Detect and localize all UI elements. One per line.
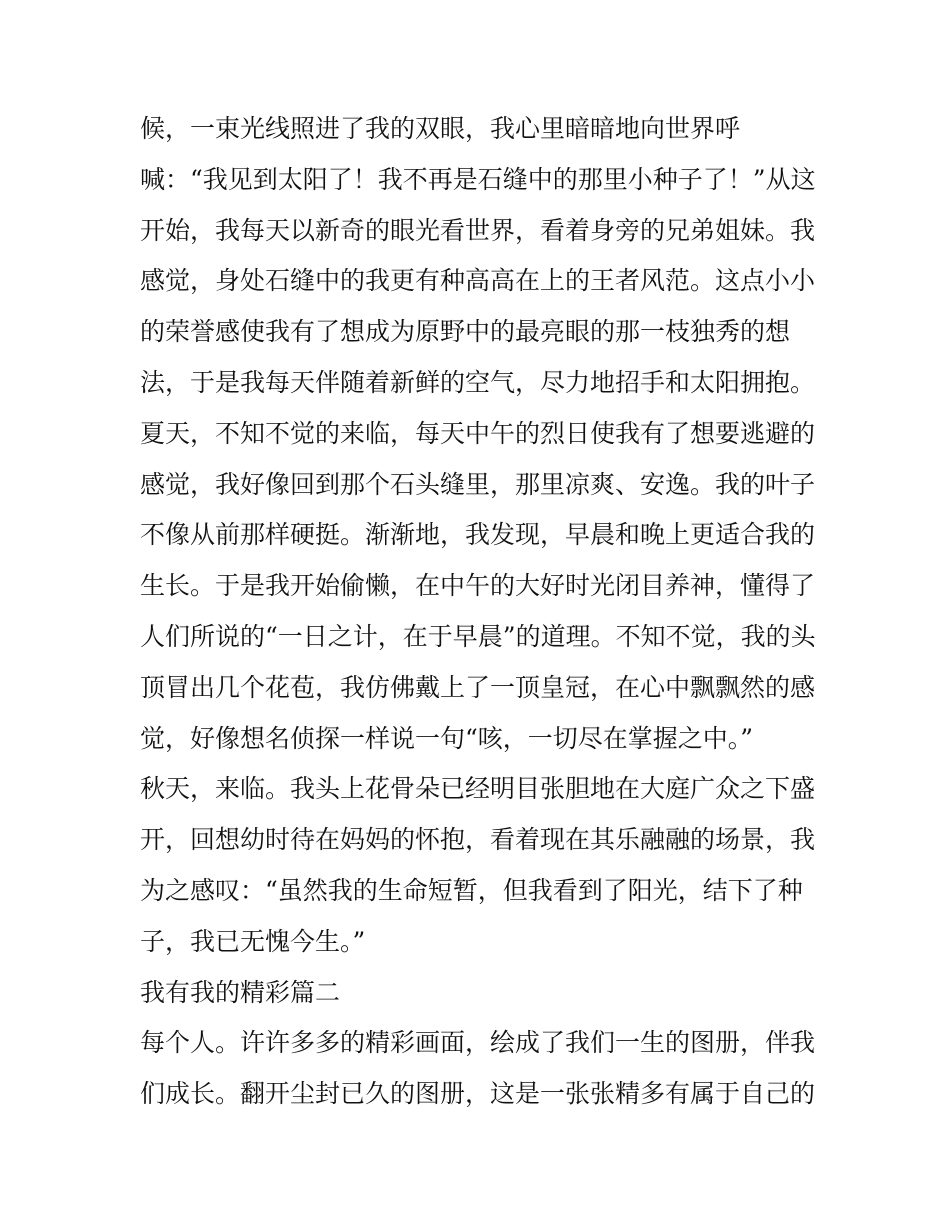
text-line: 喊：“我见到太阳了！我不再是石缝中的那里小种子了！”从这	[140, 164, 816, 194]
text-line: 们成长。翻开尘封已久的图册，这是一张张精多有属于自己的	[140, 1079, 816, 1109]
text-line: 子，我已无愧今生。”	[140, 926, 366, 956]
text-line: 每个人。许许多多的精彩画面，绘成了我们一生的图册，伴我	[140, 1028, 816, 1058]
text-line: 法，于是我每天伴随着新鲜的空气，尽力地招手和太阳拥抱。	[140, 367, 816, 397]
text-line: 生长。于是我开始偷懒，在中午的大好时光闭目养神，懂得了	[140, 571, 816, 601]
text-line: 觉，好像想名侦探一样说一句“咳，一切尽在掌握之中。”	[140, 723, 754, 753]
body-text	[140, 104, 820, 1120]
text-line: 开，回想幼时待在妈妈的怀抱，看着现在其乐融融的场景，我	[140, 825, 816, 855]
text-line: 感觉，我好像回到那个石头缝里，那里凉爽、安逸。我的叶子	[140, 469, 816, 499]
text-line: 候，一束光线照进了我的双眼，我心里暗暗地向世界呼	[140, 114, 741, 143]
text-line: 的荣誉感使我有了想成为原野中的最亮眼的那一枝独秀的想	[140, 317, 791, 347]
text-line: 感觉，身处石缝中的我更有种高高在上的王者风范。这点小小	[140, 266, 816, 296]
text-line: 顶冒出几个花苞，我仿佛戴上了一顶皇冠，在心中飘飘然的感	[140, 672, 816, 702]
text-line: 不像从前那样硬挺。渐渐地，我发现，早晨和晚上更适合我的	[140, 520, 816, 550]
text-line: 人们所说的“一日之计，在于早晨”的道理。不知不觉，我的头	[140, 621, 816, 651]
text-line: 开始，我每天以新奇的眼光看世界，看着身旁的兄弟姐妹。我	[140, 215, 816, 245]
section-heading: 我有我的精彩篇二	[140, 977, 341, 1007]
text-line: 夏天，不知不觉的来临，每天中午的烈日使我有了想要逃避的	[140, 418, 816, 448]
text-line: 为之感叹：“虽然我的生命短暂，但我看到了阳光，结下了种	[140, 875, 803, 905]
text-line: 秋天，来临。我头上花骨朵已经明目张胆地在大庭广众之下盛	[140, 774, 816, 804]
